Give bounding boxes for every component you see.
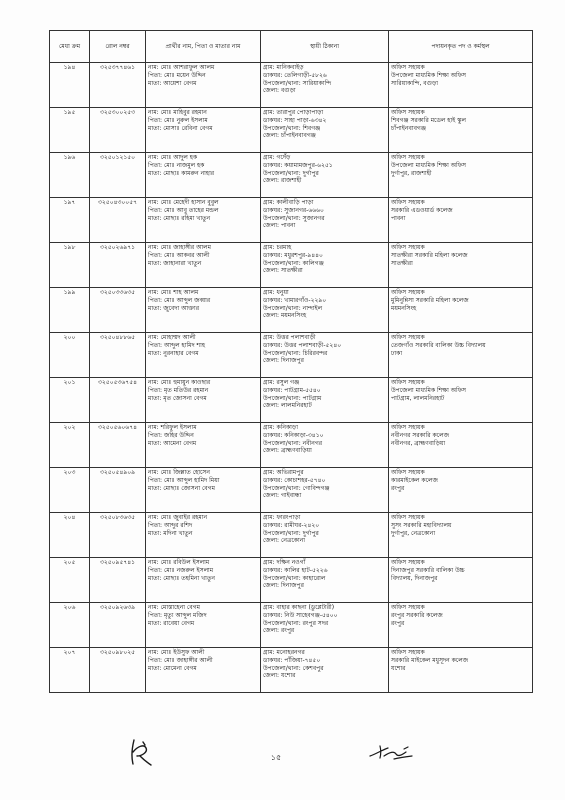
row-permanent-address bbox=[261, 468, 389, 513]
table-body bbox=[50, 63, 533, 693]
address-line: গ্রাম: ধনুয়া bbox=[263, 289, 289, 296]
address-line: জেলা: বগুড়া bbox=[263, 87, 296, 95]
posting-line: অফিস সহায়ক bbox=[391, 424, 425, 431]
name-line: পিতা: মৃত মতিউর রহমান bbox=[148, 386, 209, 394]
table-row bbox=[50, 63, 533, 108]
address-line: উপজেলা/থানা: কাহারোল bbox=[263, 574, 326, 582]
address-line: জেলা: লালমনিরহাট bbox=[263, 402, 312, 410]
name-line: পিতা: আব্দুল হামিদ শাহ bbox=[148, 341, 205, 349]
row-candidate-names bbox=[146, 648, 261, 693]
address-line: জেলা: পাবনা bbox=[263, 222, 296, 230]
address-line: ডাকঘর: মধুরশপুর-৯৪৪০ bbox=[263, 251, 323, 259]
name-line: মাতা: আমেনা বেগম bbox=[148, 439, 197, 447]
row-candidate-names bbox=[146, 63, 261, 108]
address-line: ডাকঘর: পাটগ্রাম-৫৫৪০ bbox=[263, 386, 321, 394]
row-serial: ২০৩ bbox=[50, 468, 90, 513]
posting-line: অফিস সহায়ক bbox=[391, 64, 425, 71]
address-line: জেলা: রংপুর bbox=[263, 627, 295, 635]
address-line: ডাকঘর: উত্তর পলাশবাড়ী-৫২৪০ bbox=[263, 341, 342, 349]
address-line: গ্রাম: মানিকবাইড় bbox=[263, 64, 304, 71]
table-row bbox=[50, 423, 533, 468]
address-line: জেলা: ময়মনসিংহ bbox=[263, 312, 307, 320]
name-line: মাতা: মোমেনা বেগম bbox=[148, 664, 197, 672]
posting-line: সরকারি মাইকেল মধুসূদন কলেজ bbox=[391, 656, 469, 664]
row-posting bbox=[389, 558, 533, 603]
name-line: নাম: মোঃ মাহিবুর রহমান bbox=[148, 109, 207, 116]
posting-line: অফিস সহায়ক bbox=[391, 244, 425, 251]
row-permanent-address bbox=[261, 153, 389, 198]
row-candidate-names bbox=[146, 108, 261, 153]
table-row bbox=[50, 243, 533, 288]
row-candidate-names bbox=[146, 288, 261, 333]
address-line: ডাকঘর: পাঁজিয়া-৭৪৫০ bbox=[263, 656, 321, 664]
address-line: ডাকঘর: তেলিগাড়ী-৫৮২৬ bbox=[263, 71, 327, 79]
row-permanent-address bbox=[261, 288, 389, 333]
posting-line: শিবগঞ্জ সরকারি মডেল হাই স্কুল bbox=[391, 116, 466, 124]
row-permanent-address bbox=[261, 603, 389, 648]
address-line: উপজেলা/থানা: চিরিরবন্দর bbox=[263, 349, 328, 357]
table-row bbox=[50, 468, 533, 513]
name-line: মাতা: জাহানারা খাতুন bbox=[148, 259, 202, 267]
name-line: পিতা: জহির উদ্দিন bbox=[148, 431, 194, 439]
address-line: ডাকঘর: নিউ সাহেবগঞ্জ-৫৪০০ bbox=[263, 611, 338, 619]
row-candidate-names bbox=[146, 513, 261, 558]
table-row bbox=[50, 378, 533, 423]
address-line: জেলা: সাতক্ষীরা bbox=[263, 267, 303, 275]
name-line: নাম: মোঃ মেহেদী হাসান বুবুল bbox=[148, 199, 219, 206]
row-roll-number: ৩২৫০৮৩৬৩৫ bbox=[90, 513, 146, 558]
address-line: গ্রাম: গর্দেঁড় bbox=[263, 154, 291, 161]
name-line: মাতা: মোসাঃ রেবিনা বেগম bbox=[148, 124, 213, 132]
address-line: জেলা: গাইবান্ধা bbox=[263, 492, 302, 500]
address-line: উপজেলা/থানা: সারিয়াকান্দি bbox=[263, 79, 332, 87]
row-roll-number: ৩২৫০৫৩৬৭৫৪ bbox=[90, 378, 146, 423]
address-line: গ্রাম: মনোহরনগর bbox=[263, 649, 305, 656]
row-serial: ২০২ bbox=[50, 423, 90, 468]
name-line: পিতা: মোঃ নজরুল ইসলাম bbox=[148, 566, 214, 574]
name-line: নাম: মোঃ জাহাঙ্গীর আলম bbox=[148, 244, 211, 251]
row-serial: ২০৫ bbox=[50, 558, 90, 603]
row-permanent-address bbox=[261, 558, 389, 603]
address-line: গ্রাম: কালীবাড়ি পাড়া bbox=[263, 199, 314, 206]
row-posting bbox=[389, 468, 533, 513]
name-line: নাম: মোঃ জুবাইর রহমান bbox=[148, 514, 208, 521]
name-line: পিতা: মৃত্যু আব্দুল মজিদ bbox=[148, 611, 207, 619]
row-posting bbox=[389, 513, 533, 558]
address-line: উপজেলা/থানা: দুর্গাপুর bbox=[263, 529, 319, 537]
row-roll-number: ৩২৫০২৬৯৭১ bbox=[90, 243, 146, 288]
header-posting: পদায়নকৃত পদ ও কর্মস্থল bbox=[389, 31, 533, 63]
posting-line: অফিস সহায়ক bbox=[391, 469, 425, 476]
header-address: স্থায়ী ঠিকানা bbox=[261, 31, 389, 63]
address-line: জেলা: নেত্রকোনা bbox=[263, 537, 306, 545]
table-row bbox=[50, 288, 533, 333]
row-posting bbox=[389, 198, 533, 243]
name-line: মাতা: মোছাঃ তহমিনা খাতুন bbox=[148, 574, 215, 582]
posting-line: অফিস সহায়ক bbox=[391, 379, 425, 386]
name-line: মাতা: নুরনাহার বেগম bbox=[148, 349, 199, 357]
posting-line: নবীনগর সরকারি কলেজ bbox=[391, 431, 449, 439]
row-permanent-address bbox=[261, 648, 389, 693]
address-line: ডাকঘর: সাহা পাড়া-৬৩৪২ bbox=[263, 116, 327, 124]
address-line: গ্রাম: দক্ষিন নওগাঁ bbox=[263, 559, 306, 566]
row-serial: ১৯৭ bbox=[50, 198, 90, 243]
signature-left bbox=[128, 736, 154, 768]
posting-line: সাতক্ষীরা bbox=[391, 259, 413, 267]
table-row bbox=[50, 603, 533, 648]
address-line: ডাকঘর: খামারগাঁও-২২৯০ bbox=[263, 296, 327, 304]
name-line: নাম: মোঃ হুমায়ুন কাওছার bbox=[148, 379, 211, 386]
address-line: গ্রাম: তারাপুর পোড়াপাড়া bbox=[263, 109, 324, 116]
name-line: মাতা: মদিনা খাতুন bbox=[148, 529, 193, 537]
table-row bbox=[50, 513, 533, 558]
name-line: পিতা: মোঃ জাহাঙ্গীর আলী bbox=[148, 656, 213, 664]
name-line: পিতা: মোঃ আব্দুল হামিদ মিয়া bbox=[148, 476, 220, 484]
name-line: নাম: মোঃ ইউসুফ আলী bbox=[148, 649, 205, 656]
address-line: গ্রাম: কনিকাড়া bbox=[263, 424, 298, 431]
posting-line: অফিস সহায়ক bbox=[391, 199, 425, 206]
posting-line: অফিস সহায়ক bbox=[391, 289, 425, 296]
posting-line: ময়মনসিংহ bbox=[391, 304, 417, 312]
name-line: পিতা: আব্দুর রশিদ bbox=[148, 521, 193, 529]
row-serial: ১৯৮ bbox=[50, 243, 90, 288]
address-line: উপজেলা/থানা: কেশবপুর bbox=[263, 664, 324, 672]
address-line: গ্রাম: অভিরামপুর bbox=[263, 469, 304, 476]
address-line: উপজেলা/থানা: রংপুর সদর bbox=[263, 619, 329, 627]
name-line: পিতা: মোঃ আব্দুল জব্বার bbox=[148, 296, 211, 304]
name-line: পিতা: মোঃ নুরুল ইসলাম bbox=[148, 116, 208, 124]
address-line: গ্রাম: উত্তর পলাশবাড়ী bbox=[263, 334, 316, 341]
row-roll-number: ৩২৫০১২১৫০ bbox=[90, 153, 146, 198]
address-line: ডাকঘর: কনিকাড়া-৩৪১০ bbox=[263, 431, 324, 439]
name-line: মাতা: মোছাঃ জোসনা বেগম bbox=[148, 484, 216, 492]
header-roll: রোল নম্বর bbox=[90, 31, 146, 63]
row-posting bbox=[389, 108, 533, 153]
name-line: নাম: মোস্তাহেনা বেগম bbox=[148, 604, 200, 611]
address-line: জেলা: ব্রাহ্মণবাড়িয়া bbox=[263, 447, 312, 455]
address-line: গ্রাম: রসুল গঞ্জ bbox=[263, 379, 300, 386]
address-line: উপজেলা/থানা: নবীনগর bbox=[263, 439, 323, 447]
address-line: গ্রাম: বাহার কাছনা (ডুপ্লেটারী) bbox=[263, 604, 335, 611]
name-line: মাতা: রাবেয়া বেগম bbox=[148, 619, 195, 627]
posting-line: যশোর bbox=[391, 664, 406, 672]
row-posting bbox=[389, 288, 533, 333]
address-line: জেলা: দিনাজপুর bbox=[263, 582, 304, 590]
page-number: ১৫ bbox=[270, 753, 282, 762]
name-line: মাতা: মোছাঃ কামরুন নাহার bbox=[148, 169, 215, 177]
row-serial: ২০৪ bbox=[50, 513, 90, 558]
table-header-row bbox=[50, 31, 533, 63]
posting-line: অফিস সহায়ক bbox=[391, 514, 425, 521]
row-permanent-address bbox=[261, 378, 389, 423]
name-line: নাম: মোঃ শাহ আলম bbox=[148, 289, 199, 296]
row-serial: ১৯৯ bbox=[50, 288, 90, 333]
row-permanent-address bbox=[261, 108, 389, 153]
posting-line: ঢাকা bbox=[391, 349, 403, 357]
name-line: মাতা: জুবেদা আক্তার bbox=[148, 304, 200, 312]
address-line: জেলা: দিনাজপুর bbox=[263, 357, 304, 365]
posting-line: অফিস সহায়ক bbox=[391, 649, 425, 656]
posting-line: উপজেলা মাধ্যমিক শিক্ষা অফিস bbox=[391, 386, 467, 394]
address-line: জেলা: যশোর bbox=[263, 672, 296, 680]
row-posting bbox=[389, 153, 533, 198]
address-line: জেলা: রাজশাহী bbox=[263, 177, 302, 185]
posting-line: কারমাইকেল কলেজ bbox=[391, 476, 438, 484]
posting-line: রংপুর সরকারি কলেজ bbox=[391, 611, 443, 619]
posting-line: অফিস সহায়ক bbox=[391, 109, 425, 116]
header-serial: মেধা ক্রম bbox=[50, 31, 90, 63]
address-line: ডাকঘর: কোচাশহর-৫৭৪০ bbox=[263, 476, 326, 484]
name-line: পিতা: মোঃ আবু তাহের মন্ডল bbox=[148, 206, 219, 214]
name-line: নাম: শরিফুল ইসলাম bbox=[148, 424, 197, 431]
row-roll-number: ৩২৫০৯৮০২৫ bbox=[90, 648, 146, 693]
address-line: ডাকঘর: কয়ামামজপুর-৬২৫১ bbox=[263, 161, 333, 169]
row-serial: ১৯৪ bbox=[50, 63, 90, 108]
row-candidate-names bbox=[146, 423, 261, 468]
posting-line: দিনাজপুর সরকারি বালিকা উচ্চ bbox=[391, 566, 465, 574]
table-row bbox=[50, 108, 533, 153]
address-line: ডাকঘর: সুজানগর-৬৬৬০ bbox=[263, 206, 324, 214]
row-serial: ২০৬ bbox=[50, 603, 90, 648]
posting-line: নবীনগর, ব্রাহ্মণবাড়িয়া bbox=[391, 439, 446, 447]
row-permanent-address bbox=[261, 513, 389, 558]
row-roll-number: ৩২৫০৩৩৬৩৫ bbox=[90, 288, 146, 333]
table-row bbox=[50, 153, 533, 198]
posting-line: অফিস সহায়ক bbox=[391, 604, 425, 611]
row-posting bbox=[389, 243, 533, 288]
row-candidate-names bbox=[146, 603, 261, 648]
posting-line: অফিস সহায়ক bbox=[391, 559, 425, 566]
posting-line: রংপুর bbox=[391, 484, 405, 492]
row-permanent-address bbox=[261, 198, 389, 243]
signature-right bbox=[368, 742, 414, 762]
row-serial: ১৯৬ bbox=[50, 153, 90, 198]
row-permanent-address bbox=[261, 243, 389, 288]
posting-table bbox=[49, 30, 533, 693]
posting-line: পাটগ্রাম, লালমনিরহাট bbox=[391, 394, 445, 402]
row-candidate-names bbox=[146, 198, 261, 243]
name-line: পিতা: মোঃ নাজমুল হক bbox=[148, 161, 205, 169]
row-roll-number: ৩২৫৩৭৭৪৬১ bbox=[90, 63, 146, 108]
row-candidate-names bbox=[146, 468, 261, 513]
address-line: উপজেলা/থানা: শিবগঞ্জ bbox=[263, 124, 321, 132]
name-line: নাম: মোঃ আদুল হক bbox=[148, 154, 198, 161]
posting-line: অফিস সহায়ক bbox=[391, 154, 425, 161]
posting-line: সাতক্ষীরা সরকারি মহিলা কলেজ bbox=[391, 251, 468, 259]
address-line: উপজেলা/থানা: সুজানগর bbox=[263, 214, 325, 222]
posting-line: সুসং সরকারি মহাবিদ্যালয় bbox=[391, 521, 452, 529]
address-line: জেলা: চাঁপাইনবাবগঞ্জ bbox=[263, 132, 316, 140]
row-permanent-address bbox=[261, 423, 389, 468]
posting-line: দুর্গাপুর, রাজশাহী bbox=[391, 169, 432, 177]
row-serial: ২০০ bbox=[50, 333, 90, 378]
row-candidate-names bbox=[146, 153, 261, 198]
row-permanent-address bbox=[261, 333, 389, 378]
row-roll-number: ৩২৫০৪৮৮৬৫ bbox=[90, 333, 146, 378]
header-name: প্রার্থীর নাম, পিতা ও মাতার নাম bbox=[146, 31, 261, 63]
address-line: উপজেলা/থানা: দুর্গাপুর bbox=[263, 169, 319, 177]
posting-line: সারিয়াকান্দি, বগুড়া bbox=[391, 79, 438, 87]
posting-line: অফিস সহায়ক bbox=[391, 334, 425, 341]
name-line: মাতা: আয়েশা বেগম bbox=[148, 79, 197, 87]
row-posting bbox=[389, 378, 533, 423]
name-line: মাতা: মোছাঃ রহিমা খাতুন bbox=[148, 214, 211, 222]
posting-line: তেজগাঁও সরকারি বালিকা উচ্চ বিদ্যালয় bbox=[391, 341, 486, 349]
name-line: মাতা: মৃত জোসনা বেগম bbox=[148, 394, 207, 402]
row-roll-number: ৩২৫০৫৬০৬৭৪ bbox=[90, 423, 146, 468]
row-posting bbox=[389, 648, 533, 693]
row-permanent-address bbox=[261, 63, 389, 108]
posting-line: চাঁপাইনবাবগঞ্জ bbox=[391, 124, 426, 132]
table-row bbox=[50, 198, 533, 243]
address-line: গ্রাম: ফারংপাড়া bbox=[263, 514, 301, 521]
row-posting bbox=[389, 333, 533, 378]
address-line: গ্রাম: চরমাহ bbox=[263, 244, 292, 251]
posting-line: সরকারি এডওয়ার্ড কলেজ bbox=[391, 206, 453, 214]
address-line: উপজেলা/থানা: নান্দাইল bbox=[263, 304, 323, 312]
posting-line: উপজেলা মাধ্যমিক শিক্ষা অফিস bbox=[391, 71, 467, 79]
table-row bbox=[50, 333, 533, 378]
row-candidate-names bbox=[146, 558, 261, 603]
row-serial: ১৯৫ bbox=[50, 108, 90, 153]
table-row bbox=[50, 558, 533, 603]
row-candidate-names bbox=[146, 243, 261, 288]
posting-line: মুমিনুন্নিসা সরকারি মহিলা কলেজ bbox=[391, 296, 469, 304]
row-candidate-names bbox=[146, 333, 261, 378]
posting-line: উপজেলা মাধ্যমিক শিক্ষা অফিস bbox=[391, 161, 467, 169]
name-line: পিতা: মোঃ ময়েন উদ্দিন bbox=[148, 71, 206, 79]
address-line: উপজেলা/থানা: কালিগঞ্জ bbox=[263, 259, 324, 267]
table-row bbox=[50, 648, 533, 693]
posting-line: বিদ্যালয়, দিনাজপুর bbox=[391, 574, 438, 582]
row-serial: ২০৭ bbox=[50, 648, 90, 693]
row-posting bbox=[389, 63, 533, 108]
row-roll-number: ৩২৫০৪৩০০৫৭ bbox=[90, 198, 146, 243]
name-line: নাম: মোঃ রবিউল ইসলাম bbox=[148, 559, 210, 566]
name-line: নাম: মোঃ জিল্লাত হোসেন bbox=[148, 469, 210, 476]
name-line: নাম: মোঃ আশরাফুল আলম bbox=[148, 64, 215, 71]
row-roll-number: ৩২৫৩০০২৫৩ bbox=[90, 108, 146, 153]
name-line: নাম: মোহাম্মদ আলী bbox=[148, 334, 196, 341]
address-line: ডাকঘর: কালির হাট-৫২২৬ bbox=[263, 566, 328, 574]
posting-line: রংপুর bbox=[391, 619, 405, 627]
address-line: উপজেলা/থানা: গোবিন্দগঞ্জ bbox=[263, 484, 330, 492]
row-candidate-names bbox=[146, 378, 261, 423]
row-roll-number: ৩২৫০৯২৬৩৯ bbox=[90, 603, 146, 648]
row-posting bbox=[389, 423, 533, 468]
row-posting bbox=[389, 603, 533, 648]
row-serial: ২০১ bbox=[50, 378, 90, 423]
row-roll-number: ৩২৫০৯৫৭৪১ bbox=[90, 558, 146, 603]
posting-line: দুর্গাপুর, নেত্রকোনা bbox=[391, 529, 436, 537]
posting-line: পাবনা bbox=[391, 214, 406, 222]
address-line: ডাকঘর: রামীঘর-২৪২০ bbox=[263, 521, 320, 529]
row-roll-number: ৩২৫০৫৪৯০৯ bbox=[90, 468, 146, 513]
address-line: উপজেলা/থানা: পাটগ্রাম bbox=[263, 394, 322, 402]
name-line: পিতা: মোঃ আকবর আলী bbox=[148, 251, 210, 259]
